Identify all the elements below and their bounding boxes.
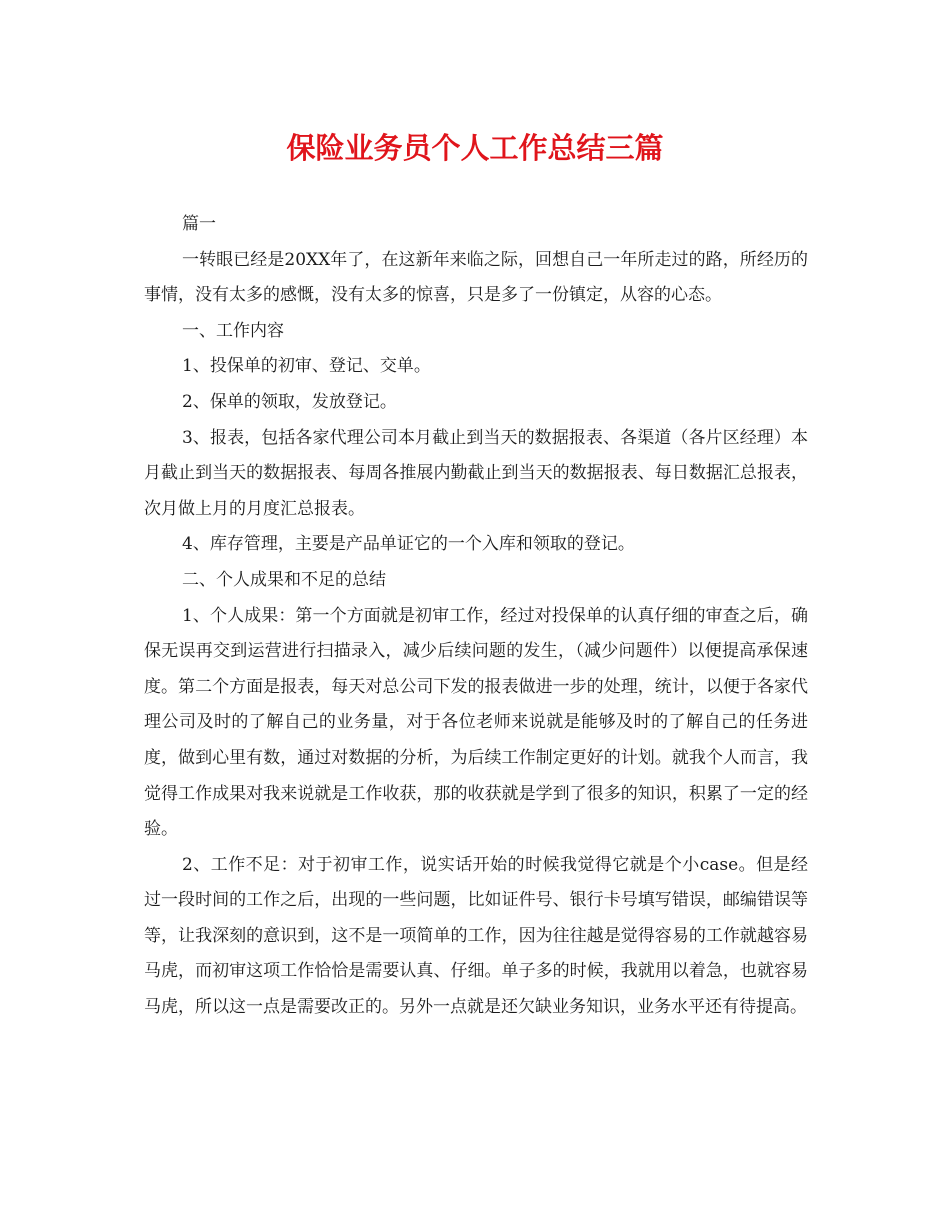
document-title: 保险业务员个人工作总结三篇: [286, 131, 664, 165]
work-item-2: 2、保单的领取，发放登记。: [182, 391, 397, 412]
section-heading-summary: 二、个人成果和不足的总结: [182, 569, 386, 590]
summary-shortcomings: 2、工作不足：对于初审工作，说实话开始的时候我觉得它就是个小case。但是经过一段时间的工作之后，出现的一些问题，比如证件号、银行卡号填写错误，邮编错误等等，让我深刻的意识到，这不是一项简单的工作，因为往往越是觉得容易的工作就越容易马虎，而初审这项工作恰恰是需要认真、仔细。单子多的时候，我就用以着急，也就容易马虎，所以这一点是需要改正的。另外一点就是还欠缺业务知识，业务水平还有待提高。: [144, 854, 808, 1018]
work-item-1: 1、投保单的初审、登记、交单。: [182, 356, 431, 377]
work-item-4: 4、库存管理，主要是产品单证它的一个入库和领取的登记。: [182, 534, 635, 555]
summary-achievements: 1、个人成果：第一个方面就是初审工作，经过对投保单的认真仔细的审查之后，确保无误再交到运营进行扫描录入，减少后续问题的发生，（减少问题件）以便提高承保速度。第二个方面是报表，每天对总公司下发的报表做进一步的处理，统计，以便于各家代理公司及时的了解自己的业务量，对于各位老师来说就是能够及时的了解自己的任务进度，做到心里有数，通过对数据的分析，为后续工作制定更好的计划。就我个人而言，我觉得工作成果对我来说就是工作收获，那的收获就是学到了很多的知识，积累了一定的经验。: [144, 605, 808, 840]
document-body: [144, 207, 808, 1026]
intro-paragraph: 一转眼已经是20XX年了，在这新年来临之际，回想自己一年所走过的路，所经历的事情，没有太多的感慨，没有太多的惊喜，只是多了一份镇定，从容的心态。: [144, 249, 808, 306]
section-heading-work-content: 一、工作内容: [182, 320, 284, 341]
work-item-3: 3、报表，包括各家代理公司本月截止到当天的数据报表、各渠道（各片区经理）本月截止到当天的数据报表、每周各推展内勤截止到当天的数据报表、每日数据汇总报表，次月做上月的月度汇总报表。: [144, 427, 808, 519]
section-heading-part-one: 篇一: [182, 214, 216, 234]
